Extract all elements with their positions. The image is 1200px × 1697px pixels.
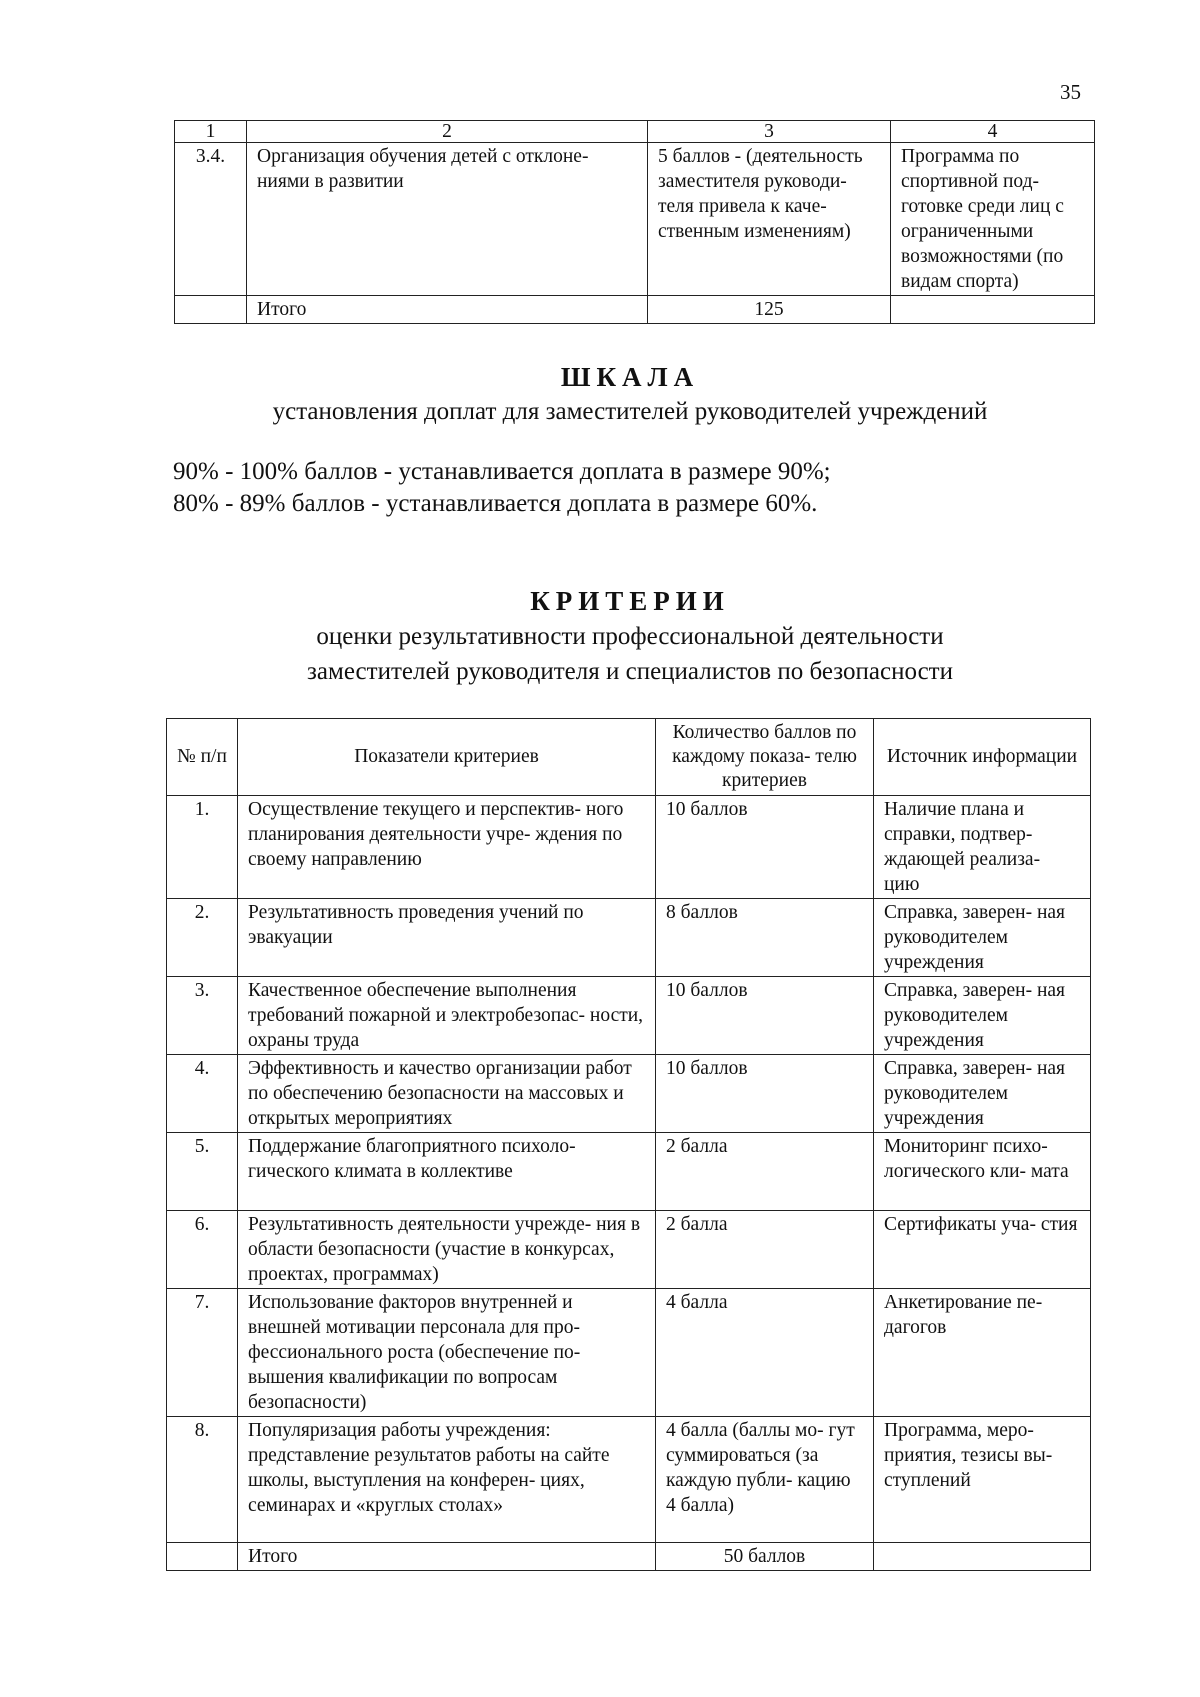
header-source: Источник информации — [874, 719, 1091, 796]
points-cell: 8 баллов — [656, 899, 874, 977]
header-points: Количество баллов по каждому показа- телю критериев — [656, 719, 874, 796]
source-cell: Справка, заверен- ная руководителем учреждения — [874, 977, 1091, 1055]
table-row — [167, 1055, 1091, 1133]
criteria-table — [166, 718, 1091, 1571]
source-cell: Программа по спортивной под- готовке среди лиц с ограниченными возможностями (по видам спорта) — [891, 143, 1095, 296]
source-cell: Программа, меро- приятия, тезисы вы- ступлений — [874, 1417, 1091, 1543]
criterion-cell: Использование факторов внутренней и внешней мотивации персонала для про- фессионального роста (обеспечение по- вышения квалификации по вопросам безопасности) — [238, 1289, 656, 1417]
scale-subtitle: установления доплат для заместителей руководителей учреждений — [272, 398, 988, 425]
row-number: 6. — [167, 1211, 238, 1289]
table-row — [175, 143, 1095, 296]
total-row — [175, 296, 1095, 324]
row-number: 1. — [167, 796, 238, 899]
row-number: 8. — [167, 1417, 238, 1543]
source-cell: Наличие плана и справки, подтвер- ждающей реализа- цию — [874, 796, 1091, 899]
criterion-cell: Популяризация работы учреждения: представление результатов работы на сайте школы, выступления на конферен- циях, семинарах и «круглых столах» — [238, 1417, 656, 1543]
points-cell: 4 балла — [656, 1289, 874, 1417]
criterion-cell: Результативность деятельности учрежде- ния в области безопасности (участие в конкурсах, проектах, программах) — [238, 1211, 656, 1289]
scale-line: 90% - 100% баллов - устанавливается доплата в размере 90%; — [173, 458, 831, 485]
criteria-subtitle-line2: заместителей руководителя и специалистов по безопасности — [307, 658, 953, 685]
evaluation-table-continued — [174, 120, 1095, 324]
total-label: Итого — [238, 1543, 656, 1571]
column-number: 4 — [891, 121, 1095, 143]
criterion-cell: Эффективность и качество организации работ по обеспечению безопасности на массовых и открытых мероприятиях — [238, 1055, 656, 1133]
points-cell: 2 балла — [656, 1133, 874, 1211]
source-cell: Мониторинг психо- логического кли- мата — [874, 1133, 1091, 1211]
points-cell: 10 баллов — [656, 1055, 874, 1133]
points-cell: 2 балла — [656, 1211, 874, 1289]
table-row — [167, 1211, 1091, 1289]
criterion-cell: Качественное обеспечение выполнения требований пожарной и электробезопас- ности, охраны труда — [238, 977, 656, 1055]
header-number: № п/п — [167, 719, 238, 796]
points-cell: 10 баллов — [656, 796, 874, 899]
points-cell: 5 баллов - (деятельность заместителя руководи- теля привела к каче- ственным изменениям) — [648, 143, 891, 296]
row-number: 5. — [167, 1133, 238, 1211]
table-row — [167, 899, 1091, 977]
table-row — [167, 796, 1091, 899]
source-cell: Анкетирование пе- дагогов — [874, 1289, 1091, 1417]
header-criterion: Показатели критериев — [238, 719, 656, 796]
criterion-cell: Результативность проведения учений по эвакуации — [238, 899, 656, 977]
criteria-title: КРИТЕРИИ — [530, 586, 730, 616]
criterion-cell: Поддержание благоприятного психоло- гического климата в коллективе — [238, 1133, 656, 1211]
row-number: 7. — [167, 1289, 238, 1417]
total-value: 125 — [648, 296, 891, 324]
table-header-row — [175, 121, 1095, 143]
column-number: 3 — [648, 121, 891, 143]
table-header-row — [167, 719, 1091, 796]
row-number: 4. — [167, 1055, 238, 1133]
source-cell: Справка, заверен- ная руководителем учреждения — [874, 899, 1091, 977]
criterion-cell: Организация обучения детей с отклоне- ниями в развитии — [247, 143, 648, 296]
total-row — [167, 1543, 1091, 1571]
table-row — [167, 1289, 1091, 1417]
table-row — [167, 1133, 1091, 1211]
source-cell: Сертификаты уча- стия — [874, 1211, 1091, 1289]
total-value: 50 баллов — [656, 1543, 874, 1571]
table-row — [167, 977, 1091, 1055]
points-cell: 4 балла (баллы мо- гут суммироваться (за каждую публи- кацию 4 балла) — [656, 1417, 874, 1543]
table-row — [167, 1417, 1091, 1543]
page-number: 35 — [1060, 80, 1081, 104]
column-number: 2 — [247, 121, 648, 143]
source-cell: Справка, заверен- ная руководителем учреждения — [874, 1055, 1091, 1133]
points-cell: 10 баллов — [656, 977, 874, 1055]
row-number: 3. — [167, 977, 238, 1055]
row-number: 3.4. — [175, 143, 247, 296]
scale-title: ШКАЛА — [560, 362, 700, 392]
column-number: 1 — [175, 121, 247, 143]
row-number: 2. — [167, 899, 238, 977]
scale-line: 80% - 89% баллов - устанавливается доплата в размере 60%. — [173, 490, 818, 517]
total-label: Итого — [247, 296, 648, 324]
criterion-cell: Осуществление текущего и перспектив- ного планирования деятельности учре- ждения по своему направлению — [238, 796, 656, 899]
criteria-subtitle-line1: оценки результативности профессиональной деятельности — [316, 623, 944, 650]
